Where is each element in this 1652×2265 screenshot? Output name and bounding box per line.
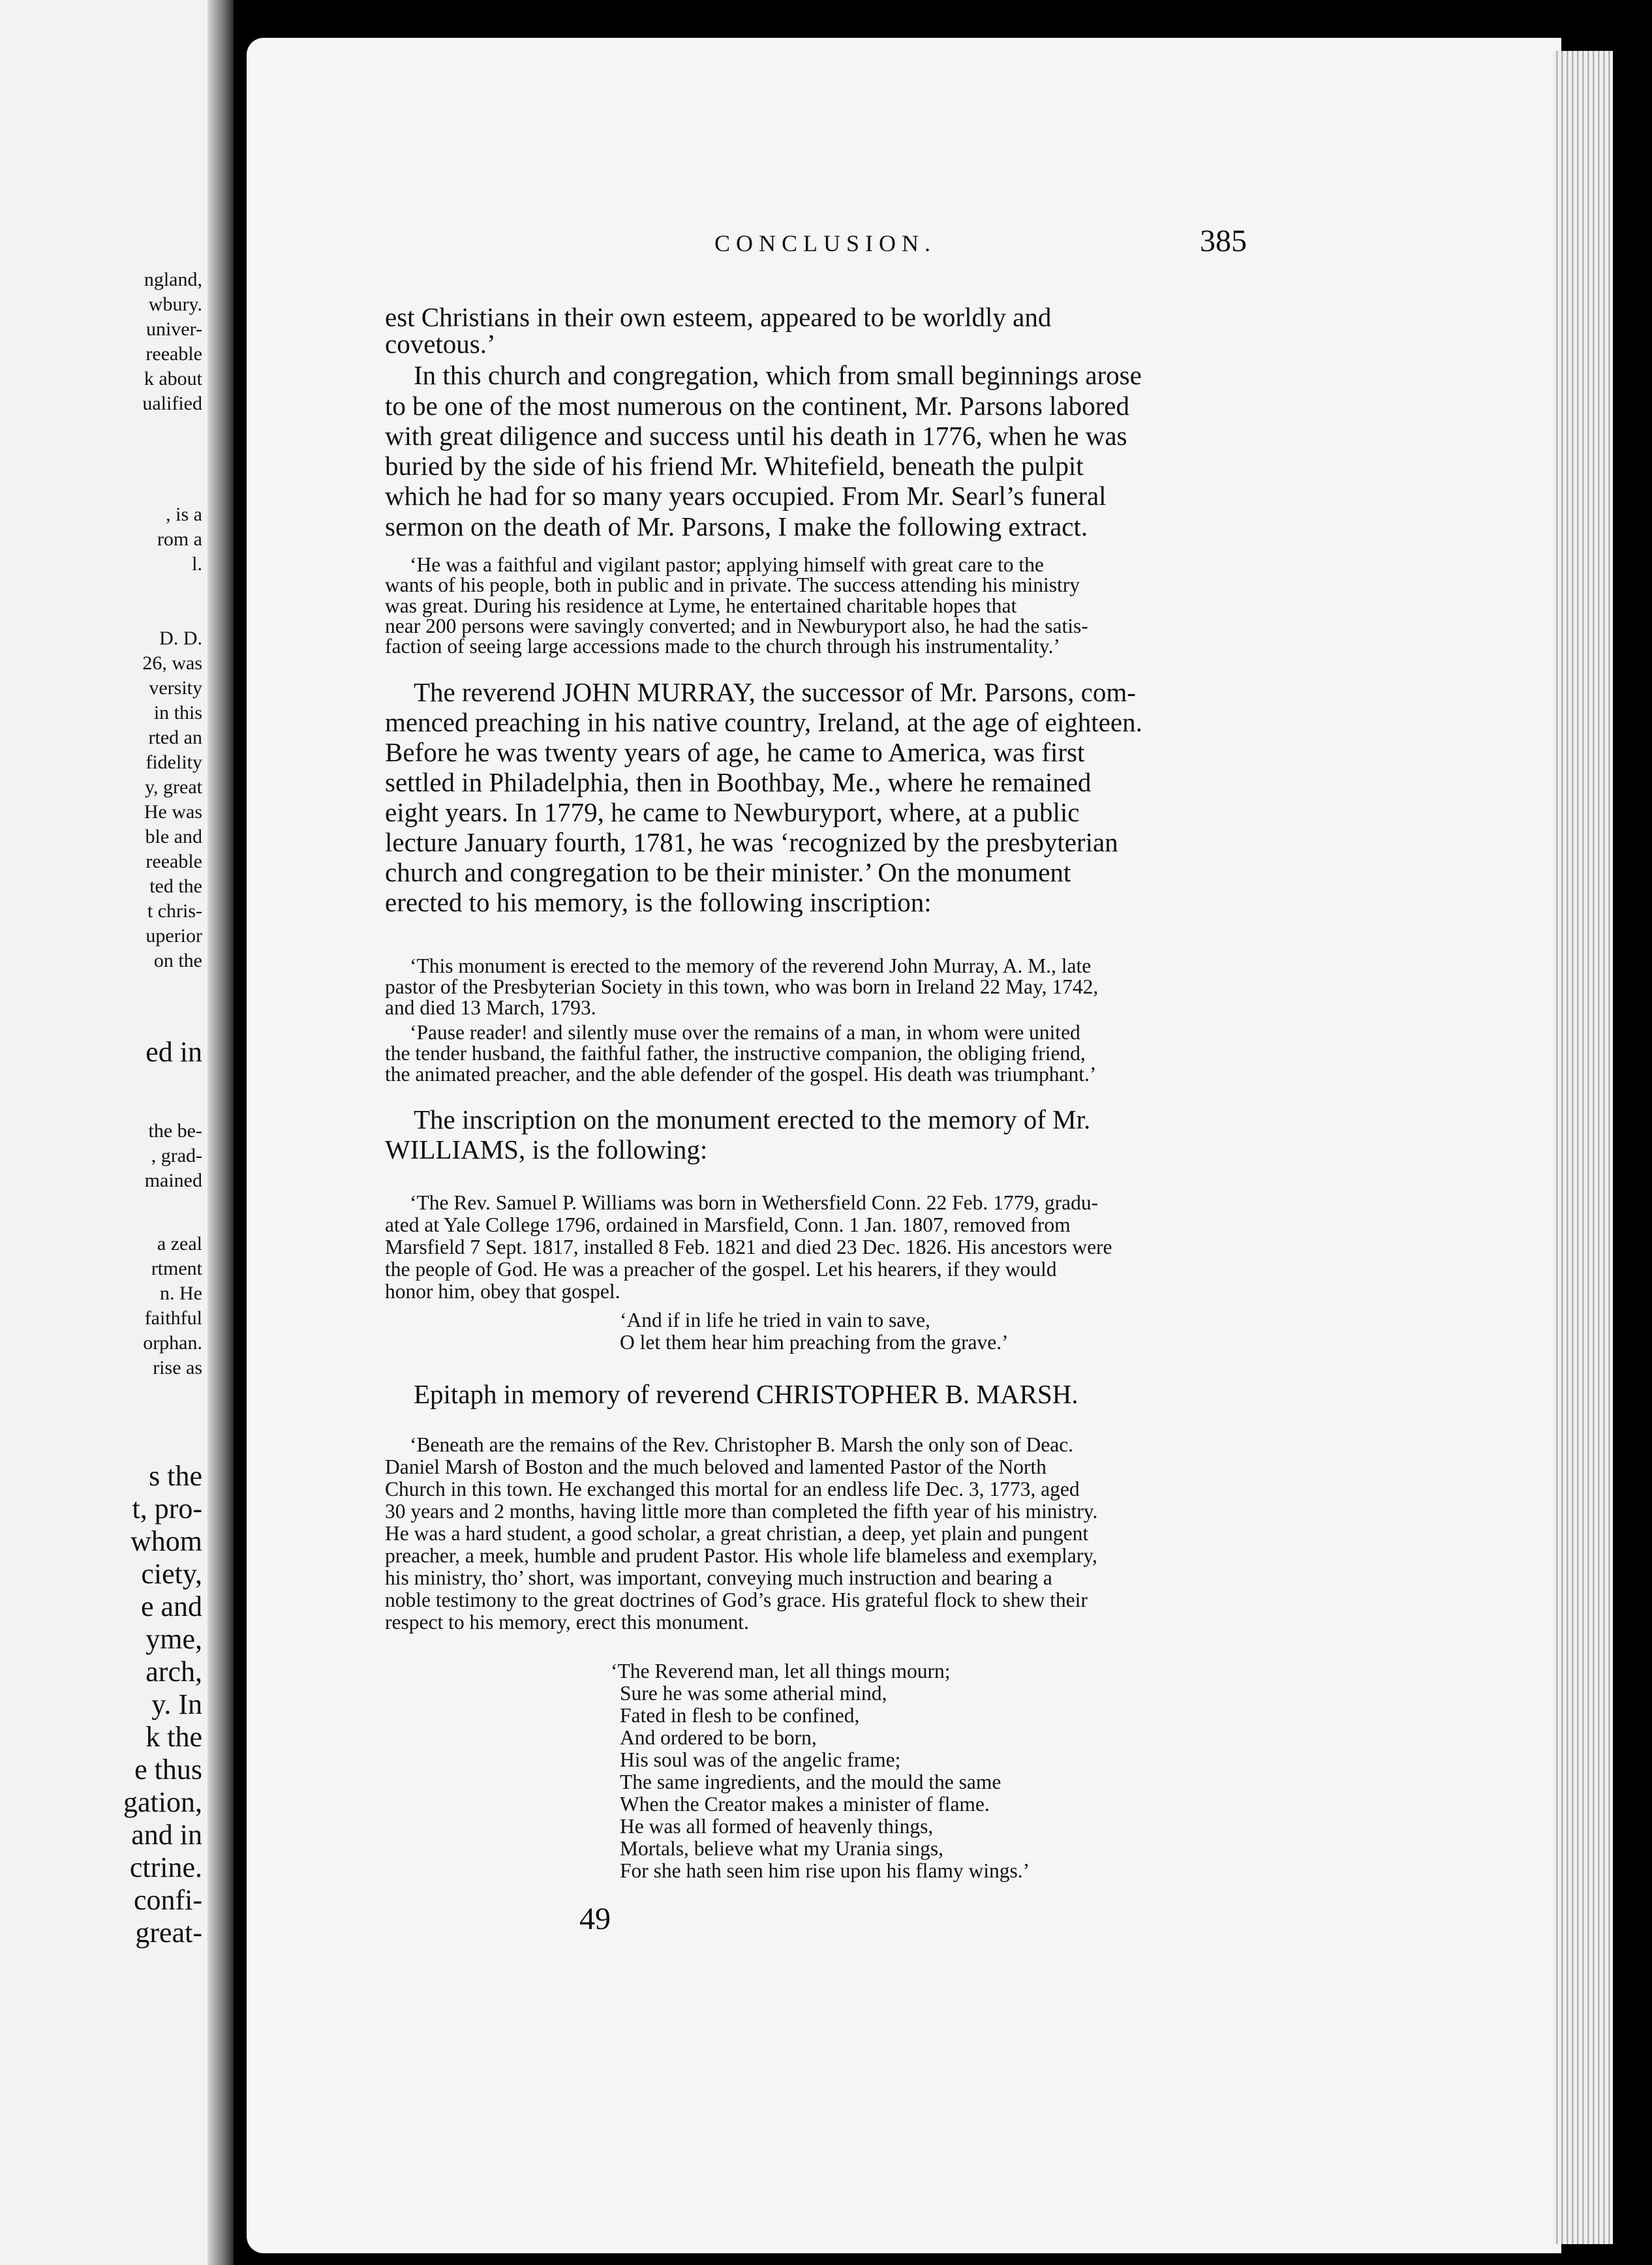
text-line: Marsfield 7 Sept. 1817, installed 8 Feb. 1821 and died 23 Dec. 1826. His ancestors were <box>385 1236 1112 1258</box>
left-page-line: y. In <box>151 1688 202 1720</box>
left-page-line: fidelity <box>145 752 202 773</box>
left-page-line: reeable <box>145 343 202 365</box>
left-page-line: arch, <box>145 1656 202 1688</box>
left-page-line: mained <box>144 1170 202 1191</box>
left-page-line: ualified <box>142 393 202 414</box>
text-line: which he had for so many years occupied. From Mr. Searl’s funeral <box>385 481 1107 511</box>
left-page-line: rtment <box>151 1258 202 1279</box>
text-line: and died 13 March, 1793. <box>385 996 596 1019</box>
left-page-line: confi- <box>133 1884 202 1916</box>
text-line: the tender husband, the faithful father, the instructive companion, the obliging friend, <box>385 1042 1086 1065</box>
text-line: 30 years and 2 months, having little more than completed the fifth year of his ministry. <box>385 1500 1098 1523</box>
text-line: The inscription on the monument erected to the memory of Mr. <box>414 1104 1091 1134</box>
text-line: And ordered to be born, <box>620 1726 817 1749</box>
left-page-line: n. He <box>160 1283 202 1304</box>
text-line: to be one of the most numerous on the continent, Mr. Parsons labored <box>385 391 1129 421</box>
left-page-line: yme, <box>145 1623 202 1655</box>
text-line: ‘The Rev. Samuel P. Williams was born in Wethersfield Conn. 22 Feb. 1779, gradu- <box>410 1191 1099 1214</box>
text-line: The same ingredients, and the mould the same <box>620 1771 1002 1793</box>
text-line: covetous.’ <box>385 329 496 359</box>
text-line: He was all formed of heavenly things, <box>620 1815 934 1838</box>
left-page-line: l. <box>192 553 202 575</box>
left-page-line: e and <box>140 1590 202 1622</box>
left-page-line: univer- <box>145 318 202 340</box>
text-line: his ministry, tho’ short, was important, conveying much instruction and bearing a <box>385 1566 1052 1589</box>
left-page-line: , is a <box>166 504 202 525</box>
left-page-line: t, pro- <box>132 1493 202 1525</box>
text-line: Fated in flesh to be confined, <box>620 1704 860 1727</box>
text-line: respect to his memory, erect this monument. <box>385 1611 749 1634</box>
left-page-line: ctrine. <box>129 1851 202 1883</box>
left-page-line: orphan. <box>143 1332 202 1354</box>
text-line: ‘The Reverend man, let all things mourn; <box>611 1660 951 1682</box>
left-page-line: great- <box>135 1917 202 1949</box>
left-page-line: ble and <box>145 826 202 847</box>
text-line: the people of God. He was a preacher of the gospel. Let his hearers, if they would <box>385 1258 1057 1281</box>
text-line: sermon on the death of Mr. Parsons, I make the following extract. <box>385 511 1088 541</box>
text-line: For she hath seen him rise upon his flamy wings.’ <box>620 1859 1030 1882</box>
text-line: preacher, a meek, humble and prudent Pastor. His whole life blameless and exemplary, <box>385 1544 1097 1567</box>
left-page-line: k about <box>144 368 202 389</box>
text-line: settled in Philadelphia, then in Boothbay, Me., where he remained <box>385 767 1092 797</box>
left-page-line: t chris- <box>147 900 202 922</box>
left-page-line: k the <box>145 1721 202 1753</box>
text-line: the animated preacher, and the able defender of the gospel. His death was triumphant.’ <box>385 1063 1097 1086</box>
text-line: Epitaph in memory of reverend CHRISTOPHER B. MARSH. <box>414 1379 1078 1409</box>
running-head: CONCLUSION. <box>714 230 937 256</box>
left-page-line: uperior <box>145 925 202 947</box>
left-page-line: a zeal <box>157 1233 202 1254</box>
text-line: wants of his people, both in public and in private. The success attending his ministry <box>385 573 1080 596</box>
text-line: Before he was twenty years of age, he came to America, was first <box>385 737 1085 767</box>
text-line: honor him, obey that gospel. <box>385 1280 620 1303</box>
text-line: lecture January fourth, 1781, he was ‘recognized by the presbyterian <box>385 827 1118 857</box>
left-page-line: y, great <box>144 776 202 798</box>
left-page-line: ngland, <box>144 269 202 290</box>
text-line: est Christians in their own esteem, appeared to be worldly and <box>385 302 1052 332</box>
text-line: Sure he was some atherial mind, <box>620 1682 887 1705</box>
left-page-line: He was <box>144 801 202 823</box>
text-line: ated at Yale College 1796, ordained in Marsfield, Conn. 1 Jan. 1807, removed from <box>385 1213 1071 1236</box>
text-line: His soul was of the angelic frame; <box>620 1748 901 1771</box>
left-page-line: the be- <box>148 1120 202 1142</box>
signature-folio: 49 <box>579 1902 611 1936</box>
text-line: ‘This monument is erected to the memory of the reverend John Murray, A. M., late <box>410 954 1092 977</box>
left-page-line: rted an <box>148 727 202 748</box>
text-line: Church in this town. He exchanged this mortal for an endless life Dec. 3, 1773, aged <box>385 1478 1080 1500</box>
text-line: menced preaching in his native country, Ireland, at the age of eighteen. <box>385 707 1142 737</box>
left-page-line: ciety, <box>141 1558 202 1590</box>
left-page-line: in this <box>153 702 202 723</box>
text-line: Daniel Marsh of Boston and the much beloved and lamented Pastor of the North <box>385 1455 1047 1478</box>
left-page-line: on the <box>153 950 202 971</box>
left-page-line: D. D. <box>159 628 202 649</box>
left-page-line: whom <box>130 1525 202 1557</box>
text-line: with great diligence and success until his death in 1776, when he was <box>385 421 1127 451</box>
text-line: faction of seeing large accessions made to the church through his instrumentality.’ <box>385 635 1060 658</box>
left-page-line: versity <box>149 677 202 699</box>
left-page-line: ed in <box>145 1036 202 1068</box>
text-line: buried by the side of his friend Mr. Whitefield, beneath the pulpit <box>385 451 1084 481</box>
left-page-line: s the <box>149 1460 202 1492</box>
text-line: ‘Beneath are the remains of the Rev. Christopher B. Marsh the only son of Deac. <box>410 1433 1074 1456</box>
text-line: WILLIAMS, is the following: <box>385 1134 708 1164</box>
text-line: In this church and congregation, which from small beginnings arose <box>414 360 1142 390</box>
text-line: was great. During his residence at Lyme, he entertained charitable hopes that <box>385 594 1017 617</box>
text-line: O let them hear him preaching from the grave.’ <box>620 1331 1009 1354</box>
left-page-line: faithful <box>144 1307 202 1329</box>
text-line: pastor of the Presbyterian Society in this town, who was born in Ireland 22 May, 1742, <box>385 975 1099 998</box>
left-page-line: wbury. <box>148 294 202 315</box>
left-page-line: and in <box>131 1819 202 1851</box>
text-line: ‘He was a faithful and vigilant pastor; applying himself with great care to the <box>410 553 1044 576</box>
text-line: church and congregation to be their minister.’ On the monument <box>385 857 1071 887</box>
text-line: eight years. In 1779, he came to Newburyport, where, at a public <box>385 797 1080 827</box>
text-line: When the Creator makes a minister of flame. <box>620 1793 990 1816</box>
text-line: ‘And if in life he tried in vain to save, <box>620 1309 930 1331</box>
text-line: near 200 persons were savingly converted; and in Newburyport also, he had the satis- <box>385 615 1088 637</box>
text-line: Mortals, believe what my Urania sings, <box>620 1837 944 1860</box>
text-line: The reverend JOHN MURRAY, the successor of Mr. Parsons, com- <box>414 677 1136 707</box>
page-number: 385 <box>1200 224 1247 258</box>
left-page-line: , grad- <box>151 1145 202 1166</box>
left-page-line: rise as <box>153 1357 202 1378</box>
left-page-line: gation, <box>123 1786 202 1818</box>
text-line: ‘Pause reader! and silently muse over the remains of a man, in whom were united <box>410 1021 1080 1044</box>
left-page-line: 26, was <box>142 652 202 674</box>
left-page-line: e thus <box>134 1754 202 1786</box>
left-page-line: reeable <box>145 851 202 872</box>
text-line: noble testimony to the great doctrines of God’s grace. His grateful flock to shew their <box>385 1589 1088 1611</box>
left-page-line: ted the <box>149 875 202 897</box>
text-line: erected to his memory, is the following inscription: <box>385 887 932 917</box>
text-line: He was a hard student, a good scholar, a great christian, a deep, yet plain and pungent <box>385 1522 1089 1545</box>
left-page-line: rom a <box>157 528 202 550</box>
